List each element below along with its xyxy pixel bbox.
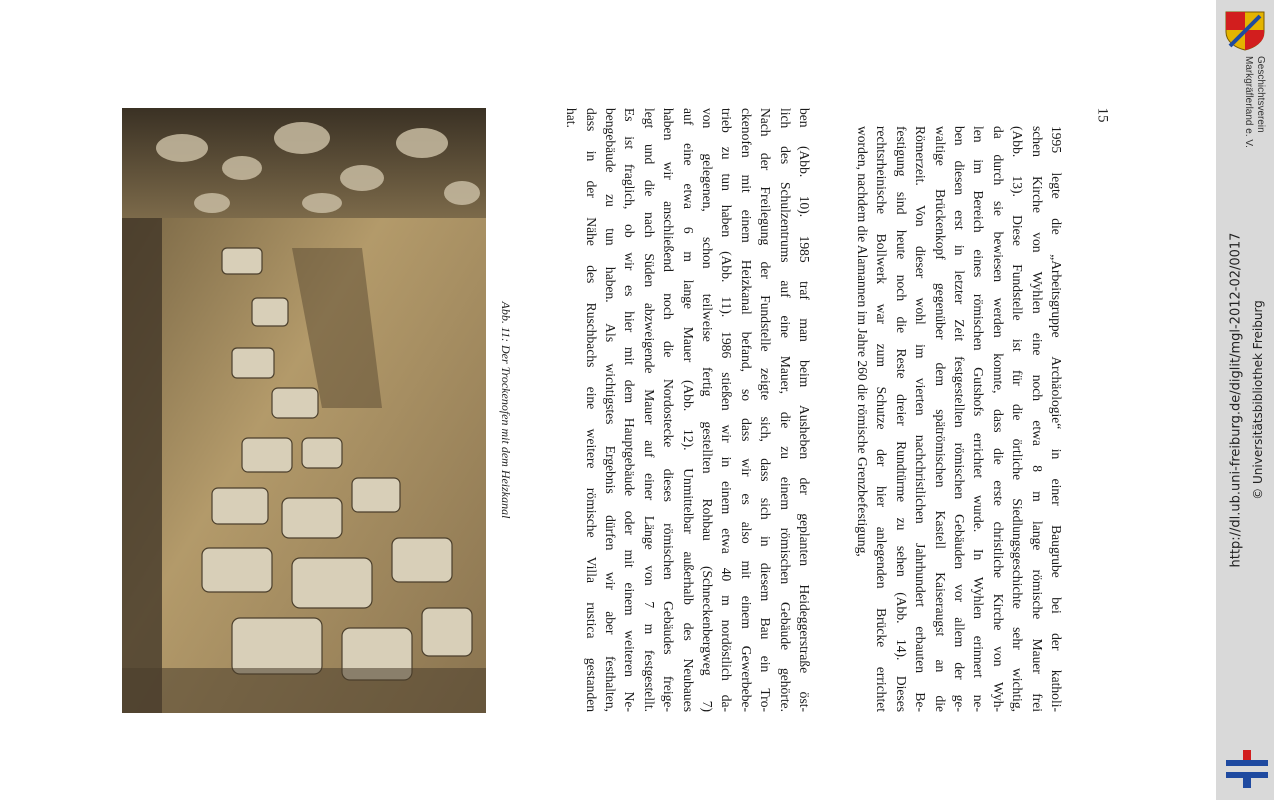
text-line: (Abb. 13). Diese Fundstelle ist für die örtliche Siedlungsgeschichte sehr wichtig, [1010, 126, 1026, 712]
text-line: hat. [564, 108, 580, 128]
text-line: schen Kirche von Wyhlen eine noch etwa 8 m lange römische Mauer frei [1029, 126, 1045, 712]
figure-caption: Abb. 11: Der Trockenofen mit dem Heizkanal [499, 301, 513, 519]
text-line: Römerzeit. Von dieser wohl im vierten nachchristlichen Jahrhundert erbauten Be- [913, 126, 929, 712]
text-line: festigung sind heute noch die Reste dreier Rundtürme zu sehen (Abb. 14). Dieses [893, 126, 909, 712]
text-line: haben wir anschließend noch die Nordostecke dieses römischen Gebäudes freige- [661, 108, 677, 712]
coat-of-arms-icon [1222, 8, 1268, 52]
text-line: waltige Brückenkopf gegenüber dem spätrömischen Kastell Kaiseraugst an die [932, 126, 948, 712]
society-name [1242, 56, 1266, 168]
page-number: 15 [1094, 107, 1111, 123]
text-line: dass in der Nähe des Ruschbachs eine weitere römische Villa rustica gestanden [583, 108, 599, 712]
text-line: auf eine etwa 6 m lange Mauer (Abb. 12). Unmittelbar außerhalb des Neubaues [680, 108, 696, 712]
society-line-1: Geschichtsverein [1255, 56, 1266, 133]
ub-freiburg-logo-icon [1226, 748, 1268, 790]
society-line-2: Markgräflerland e. V. [1243, 56, 1254, 148]
text-line: legt und die nach Süden abzweigende Mauer auf einer Länge von 7 m festgestellt. [641, 108, 657, 712]
text-line: 1995 legte die „Arbeitsgruppe Archäologie“ in einer Baugrube bei der katholi- [1049, 126, 1064, 712]
text-column-2 [853, 108, 1066, 712]
paragraph [562, 108, 814, 712]
text-line: von gelegenen, schon teilweise fertig gestellten Rohbau (Schneckenbergweg 7) [700, 108, 716, 712]
text-line: ben (Abb. 10). 1985 traf man beim Ausheben der geplanten Heideggerstraße öst- [797, 108, 812, 712]
text-line: ben diesen erst in letzter Zeit festgestellten römischen Gebäuden vor allem der ge- [952, 126, 968, 712]
copyright-notice: © Universitätsbibliothek Freiburg [1251, 300, 1265, 500]
text-line: rechtsrheinische Bollwerk war zum Schutze der hier anlegenden Brücke errichtet [874, 126, 890, 712]
text-line: ckenofen mit einem Heizkanal befand, so dass wir es also mit einem Gewerbebe- [738, 108, 754, 712]
text-line: worden, nachdem die Alamannen im Jahre 260 die römische Grenzbefestigung, [855, 126, 871, 557]
text-line: bengebäude zu tun haben. Als wichtigstes Ergebnis dürfen wir aber festhalten, [603, 108, 619, 712]
document-url-link[interactable]: http://dl.ub.uni-freiburg.de/diglit/mgl-2012-02/0017 [1228, 232, 1244, 568]
text-line: da durch sie bewiesen werden konnte, dass die erste christliche Kirche von Wyh- [990, 126, 1006, 712]
figure-photo-kiln [122, 108, 486, 713]
text-column-1 [562, 108, 814, 712]
text-line: lich des Schulzentrums auf eine Mauer, die zu einem römischen Gebäude gehörte. [777, 108, 793, 712]
text-line: Es ist fraglich, ob wir es hier mit dem Hauptgebäude oder mit einem weiteren Ne- [622, 108, 638, 712]
text-line: len im Bereich eines römischen Gutshofs errichtet wurde. In Wyhlen erinnert ne- [971, 126, 987, 712]
paragraph [853, 108, 1066, 712]
text-line: Nach der Freilegung der Fundstelle zeigte sich, dass sich in diesem Bau ein Tro- [758, 108, 774, 712]
text-line: trieb zu tun haben (Abb. 11). 1986 stießen wir in einem etwa 40 m nordöstlich da- [719, 108, 735, 712]
